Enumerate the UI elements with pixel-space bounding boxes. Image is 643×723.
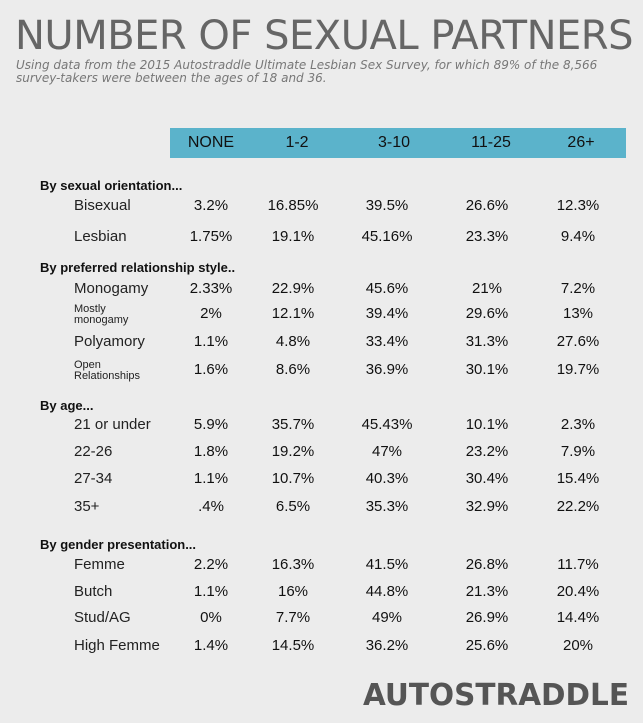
table-cell: 41.5% bbox=[365, 556, 409, 573]
table-cell: .4% bbox=[198, 498, 224, 515]
table-cell: 16.3% bbox=[271, 556, 315, 573]
table-cell: 15.4% bbox=[556, 470, 600, 487]
table-cell: 1.4% bbox=[193, 637, 229, 654]
table-cell: 45.16% bbox=[361, 228, 413, 245]
row-label: Lesbian bbox=[74, 228, 127, 245]
table-cell: 19.2% bbox=[271, 443, 315, 460]
table-cell: 22.2% bbox=[556, 498, 600, 515]
row-label: 35+ bbox=[74, 498, 100, 515]
table-cell: 32.9% bbox=[465, 498, 509, 515]
table-cell: 26.6% bbox=[465, 197, 509, 214]
table-cell: 21% bbox=[471, 280, 503, 297]
section-title: By age... bbox=[40, 398, 94, 413]
table-cell: 22.9% bbox=[271, 280, 315, 297]
table-cell: 7.7% bbox=[275, 609, 311, 626]
row-label: Open Relationships bbox=[74, 359, 141, 382]
column-header-11-25: 11-25 bbox=[471, 134, 511, 151]
column-header-bar bbox=[170, 128, 626, 158]
row-label: 21 or under bbox=[74, 416, 151, 433]
row-label: 22-26 bbox=[74, 443, 113, 460]
row-label: Mostly monogamy bbox=[74, 303, 129, 326]
table-cell: 30.1% bbox=[465, 361, 509, 378]
table-cell: 36.2% bbox=[365, 637, 409, 654]
row-label: Stud/AG bbox=[74, 609, 131, 626]
page-subtitle: Using data from the 2015 Autostraddle Ultimate Lesbian Sex Survey, for which 89% of the 8,566 survey-takers were between the ages of 18 and 36. bbox=[16, 58, 598, 85]
table-cell: 12.1% bbox=[271, 305, 315, 322]
table-cell: 2.2% bbox=[193, 556, 229, 573]
table-cell: 1.75% bbox=[189, 228, 233, 245]
table-cell: 13% bbox=[562, 305, 594, 322]
table-cell: 10.7% bbox=[271, 470, 315, 487]
table-cell: 26.8% bbox=[465, 556, 509, 573]
table-cell: 6.5% bbox=[275, 498, 311, 515]
table-cell: 7.2% bbox=[560, 280, 596, 297]
table-cell: 12.3% bbox=[556, 197, 600, 214]
logo-text: AUTOSTRADDLE bbox=[363, 678, 629, 709]
table-cell: 16% bbox=[277, 583, 309, 600]
section-title: By preferred relationship style.. bbox=[40, 260, 236, 275]
table-cell: 10.1% bbox=[465, 416, 509, 433]
table-cell: 2.3% bbox=[560, 416, 596, 433]
table-cell: 35.7% bbox=[271, 416, 315, 433]
table-cell: 25.6% bbox=[465, 637, 509, 654]
table-cell: 23.2% bbox=[465, 443, 509, 460]
table-cell: 39.4% bbox=[365, 305, 409, 322]
table-cell: 40.3% bbox=[365, 470, 409, 487]
row-label: Bisexual bbox=[74, 197, 131, 214]
table-cell: 14.4% bbox=[556, 609, 600, 626]
row-label: Monogamy bbox=[74, 280, 149, 297]
table-cell: 45.6% bbox=[365, 280, 409, 297]
table-cell: 1.6% bbox=[193, 361, 229, 378]
table-cell: 7.9% bbox=[560, 443, 596, 460]
table-cell: 21.3% bbox=[465, 583, 509, 600]
table-cell: 9.4% bbox=[560, 228, 596, 245]
table-cell: 36.9% bbox=[365, 361, 409, 378]
table-cell: 20% bbox=[562, 637, 594, 654]
table-cell: 11.7% bbox=[557, 556, 599, 573]
table-cell: 33.4% bbox=[365, 333, 409, 350]
column-header-26-plus: 26+ bbox=[567, 134, 595, 151]
row-label: High Femme bbox=[74, 637, 160, 654]
table-cell: 31.3% bbox=[465, 333, 509, 350]
table-cell: 8.6% bbox=[275, 361, 311, 378]
row-label: Polyamory bbox=[74, 333, 145, 350]
column-header-1-2: 1-2 bbox=[285, 134, 309, 151]
row-label: Butch bbox=[74, 583, 113, 600]
table-cell: 45.43% bbox=[361, 416, 413, 433]
table-cell: 16.85% bbox=[267, 197, 319, 214]
table-cell: 1.1% bbox=[193, 333, 229, 350]
table-cell: 1.1% bbox=[193, 470, 229, 487]
table-cell: 30.4% bbox=[465, 470, 509, 487]
table-cell: 19.7% bbox=[556, 361, 600, 378]
table-cell: 0% bbox=[200, 609, 222, 626]
page-title: NUMBER OF SEXUAL PARTNERS bbox=[15, 13, 633, 59]
table-cell: 29.6% bbox=[465, 305, 509, 322]
table-cell: 27.6% bbox=[556, 333, 600, 350]
table-cell: 1.1% bbox=[193, 583, 229, 600]
table-cell: 2% bbox=[200, 305, 222, 322]
table-cell: 3.2% bbox=[193, 197, 229, 214]
autostraddle-logo bbox=[362, 677, 630, 709]
table-cell: 2.33% bbox=[189, 280, 233, 297]
table-cell: 5.9% bbox=[193, 416, 229, 433]
row-label: 27-34 bbox=[74, 470, 113, 487]
table-cell: 47% bbox=[371, 443, 403, 460]
table-cell: 26.9% bbox=[465, 609, 509, 626]
table-cell: 39.5% bbox=[365, 197, 409, 214]
table-cell: 4.8% bbox=[275, 333, 311, 350]
table-cell: 44.8% bbox=[365, 583, 409, 600]
table-cell: 35.3% bbox=[365, 498, 409, 515]
table-cell: 49% bbox=[371, 609, 403, 626]
section-title: By sexual orientation... bbox=[40, 178, 183, 193]
section-title: By gender presentation... bbox=[40, 537, 197, 552]
column-header-3-10: 3-10 bbox=[377, 134, 411, 151]
table-cell: 14.5% bbox=[271, 637, 315, 654]
table-cell: 20.4% bbox=[556, 583, 600, 600]
column-header-none: NONE bbox=[187, 134, 235, 151]
table-cell: 19.1% bbox=[271, 228, 315, 245]
table-cell: 23.3% bbox=[465, 228, 509, 245]
row-label: Femme bbox=[74, 556, 125, 573]
table-cell: 1.8% bbox=[193, 443, 229, 460]
